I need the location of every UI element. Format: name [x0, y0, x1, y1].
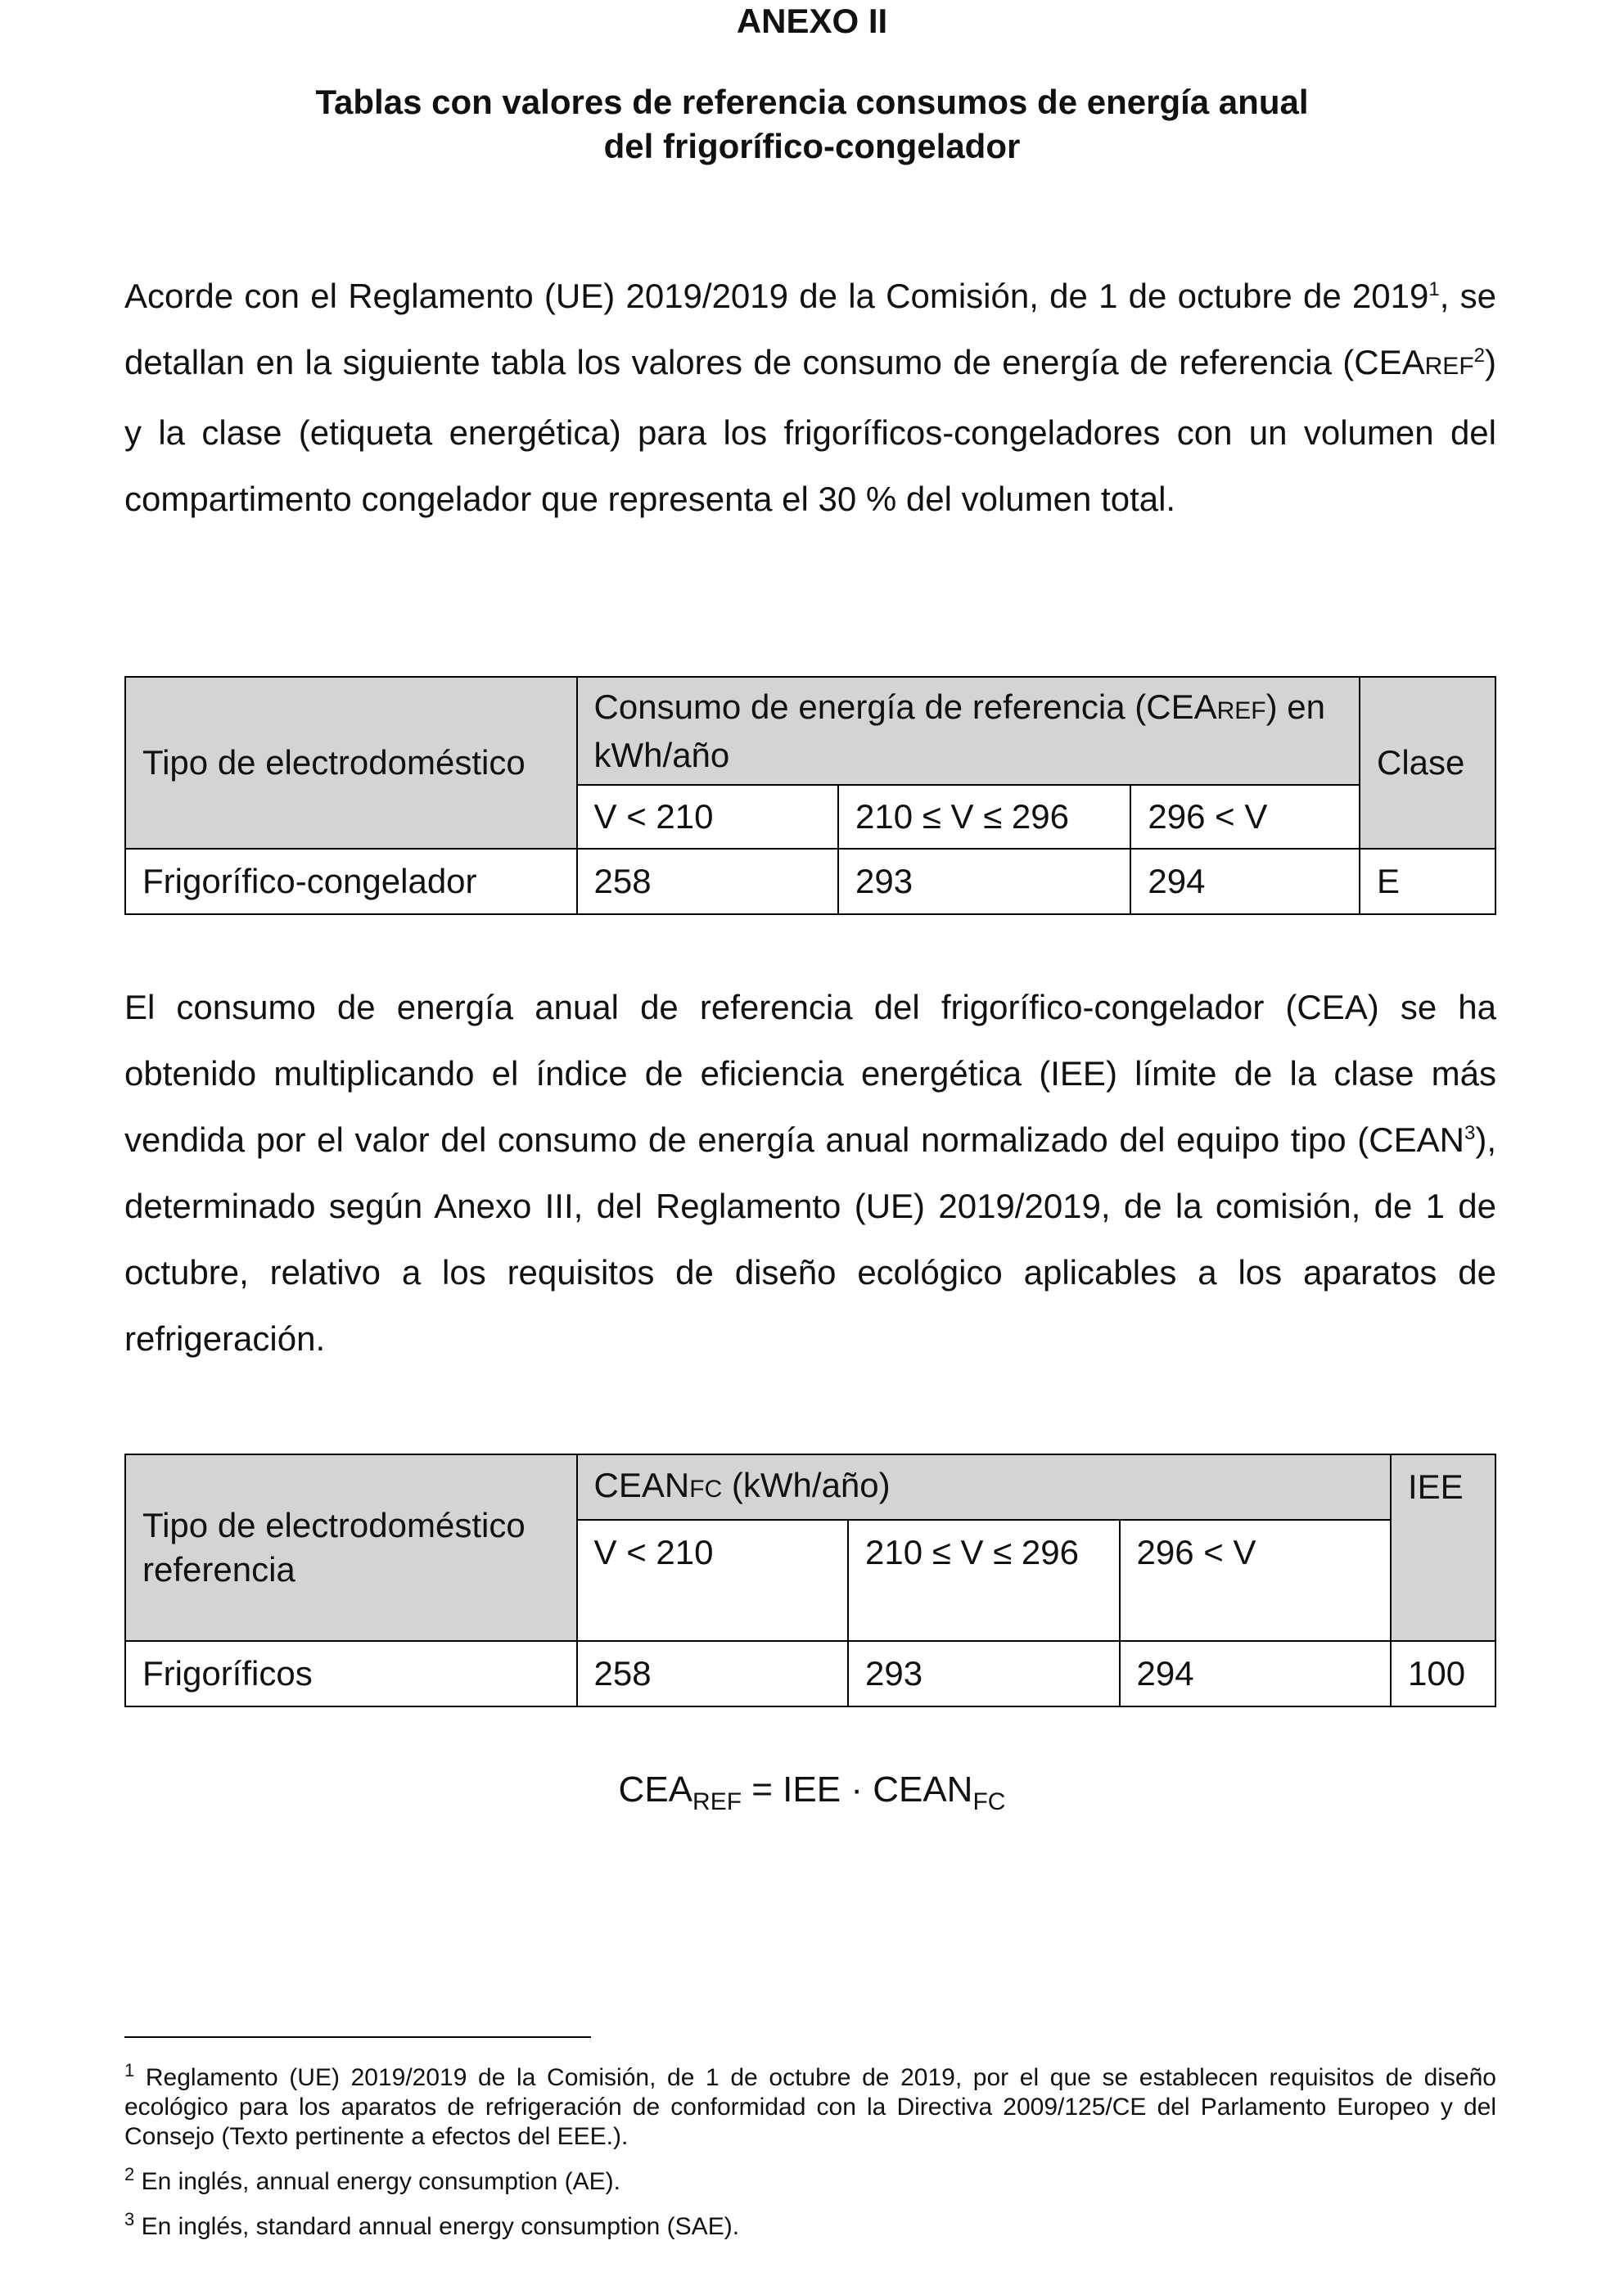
table-row	[125, 1641, 1495, 1706]
header-volume-lt-210: V < 210	[577, 1520, 848, 1641]
header-cean: CEANFC (kWh/año)	[577, 1454, 1391, 1520]
footnote-ref-3[interactable]: 3	[1464, 1122, 1476, 1144]
intro-paragraph	[124, 263, 1496, 532]
cell-class: E	[1360, 849, 1495, 914]
formula: $CEA_{REF}$ = IEE · $CEAN_{FC}$	[618, 1769, 1006, 1815]
cell-value-210-296: 293	[848, 1641, 1119, 1706]
header-appliance-type-reference: Tipo de electrodoméstico referencia	[125, 1454, 577, 1641]
intro-ref-subscript: REF	[1424, 353, 1474, 380]
header-class: Clase	[1360, 677, 1495, 849]
table-row	[125, 849, 1495, 914]
subtitle-line-2: del frigorífico-congelador	[603, 127, 1021, 165]
subtitle-line-1: Tablas con valores de referencia consumos de energía anual	[315, 83, 1309, 121]
footnote-1: $^1$ Reglamento (UE) 2019/2019 de la Comisión, de 1 de octubre de 2019, por el que se establecen requisitos de diseño ecológico para los aparatos de refrigeración de conformidad con la Directiva 2009/125/CE del Parlamento Europeo y del Consejo (Texto pertinente a efectos del EEE.).	[124, 2060, 1496, 2150]
intro-text-3: ) y la clase (etiqueta energética) para los frigoríficos-congeladores con un volumen del compartimento congelador que representa el 30 % del volumen total.	[124, 343, 1496, 518]
footnotes	[124, 2056, 1496, 2250]
header-reference-consumption: Consumo de energía de referencia (CEAREF) en kWh/año	[577, 677, 1360, 785]
footnote-2: $^2$ En inglés, annual energy consumption (AE).	[124, 2164, 620, 2195]
header-volume-210-296: 210 ≤ V ≤ 296	[848, 1520, 1119, 1641]
intro-text-1: Acorde con el Reglamento (UE) 2019/2019 de la Comisión, de 1 de octubre de 2019	[124, 277, 1429, 315]
cell-value-lt-210: 258	[577, 849, 838, 914]
header-volume-210-296: 210 ≤ V ≤ 296	[838, 785, 1130, 849]
header-volume-gt-296: 296 < V	[1120, 1520, 1391, 1641]
footnote-ref-1[interactable]: 1	[1428, 278, 1440, 300]
reference-consumption-table	[124, 676, 1496, 915]
footnote-3: $^3$ En inglés, standard annual energy consumption (SAE).	[124, 2209, 740, 2240]
cell-value-lt-210: 258	[577, 1641, 848, 1706]
footnote-divider	[124, 2036, 591, 2038]
explanation-text-2: ), determinado según Anexo III, del Reglamento (UE) 2019/2019, de la comisión, de 1 de octubre, relativo a los requisitos de diseño ecológico aplicables a los aparatos de refrigeración.	[124, 1120, 1496, 1358]
header-appliance-type: Tipo de electrodoméstico	[125, 677, 577, 849]
cell-value-gt-296: 294	[1120, 1641, 1391, 1706]
explanation-paragraph	[124, 974, 1496, 1372]
cell-appliance-type: Frigoríficos	[125, 1641, 577, 1706]
cell-appliance-type: Frigorífico-congelador	[125, 849, 577, 914]
explanation-text-1: El consumo de energía anual de referencia del frigorífico-congelador (CEA) se ha obtenido multiplicando el índice de eficiencia energética (IEE) límite de la clase más vendida por el valor del consumo de energía anual normalizado del equipo tipo (CEAN	[124, 988, 1496, 1159]
cell-value-210-296: 293	[838, 849, 1130, 914]
annex-subtitle	[0, 80, 1624, 169]
cell-value-gt-296: 294	[1130, 849, 1360, 914]
footnote-ref-2[interactable]: 2	[1473, 345, 1485, 367]
header-iee: IEE	[1391, 1454, 1495, 1641]
cell-iee: 100	[1391, 1641, 1495, 1706]
intro-text-2: , se detallan en la siguiente tabla los valores de consumo de energía de referencia (CEA	[124, 277, 1496, 381]
annex-title: ANEXO II	[736, 2, 888, 40]
cean-table	[124, 1454, 1496, 1707]
header-volume-lt-210: V < 210	[577, 785, 838, 849]
header-volume-gt-296: 296 < V	[1130, 785, 1360, 849]
